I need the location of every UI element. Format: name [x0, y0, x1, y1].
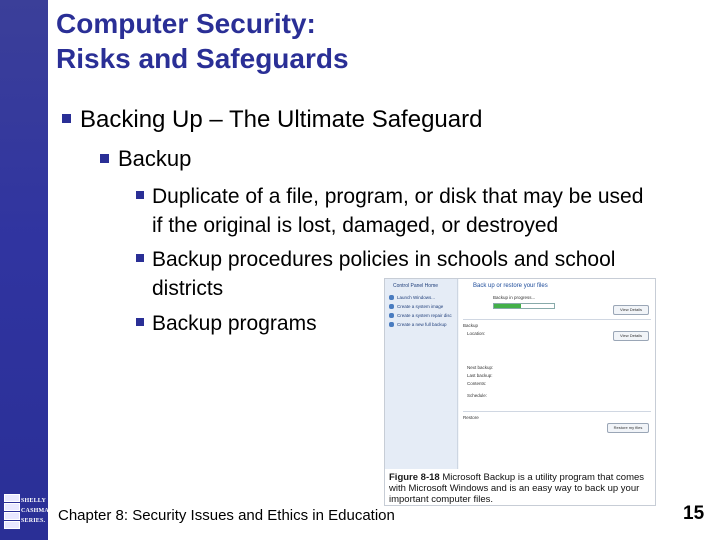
logo-line-3: SERIES.: [21, 518, 46, 524]
publisher-logo: [2, 490, 54, 538]
bullet-text: Duplicate of a file, program, or disk that may be used: [152, 185, 644, 208]
bullet-marker: [100, 154, 109, 163]
bullet-level-3-definition: [136, 182, 643, 240]
bullet-level-2: [100, 146, 191, 172]
location-label: Location:: [467, 331, 486, 336]
logo-line-2: CASHMAN: [21, 508, 54, 514]
title-line-2: Risks and Safeguards: [56, 43, 349, 74]
bullet-marker: [62, 114, 71, 123]
bullet-text-continued: if the original is lost, damaged, or destroyed: [152, 214, 559, 237]
slide-footer: Chapter 8: Security Issues and Ethics in Education: [58, 507, 395, 524]
figure-caption: [385, 469, 655, 505]
backup-section-label: Backup: [463, 323, 479, 328]
bullet-text: Backup procedures policies in schools and school: [152, 248, 616, 271]
logo-text: [21, 496, 53, 526]
bullet-text-continued: districts: [152, 277, 224, 300]
restore-files-button: Restore my files: [607, 423, 649, 433]
page-number: 15: [683, 503, 705, 524]
nav-item: Create a system repair disc: [389, 313, 452, 318]
nav-item: Create a system image: [389, 304, 443, 309]
restore-section-label: Restore: [463, 415, 479, 420]
bullet-level-3-programs: [136, 309, 317, 338]
nav-item: Create a new full backup: [389, 322, 447, 327]
figure-main-pane: [459, 279, 655, 469]
view-details-button: View Details: [613, 305, 649, 315]
backup-progress-bar: [493, 303, 555, 309]
settings-button: View Details: [613, 331, 649, 341]
backup-status: Backup in progress...: [493, 295, 536, 300]
title-line-1: Computer Security:: [56, 8, 316, 39]
left-sidebar-band: [0, 0, 54, 540]
contents-label: Contents:: [467, 381, 487, 386]
next-backup-label: Next backup:: [467, 365, 494, 370]
figure-window-title: Back up or restore your files: [473, 283, 548, 289]
figure-nav-pane: [385, 279, 458, 469]
caption-label: Figure 8-18: [389, 472, 440, 483]
caption-text: Microsoft Backup is a utility program that comes with Microsoft Windows and is an easy way to back up your important computer files.: [389, 472, 645, 505]
bullet-marker: [136, 254, 144, 262]
nav-header: Control Panel Home: [393, 283, 439, 289]
bullet-text: Backup: [118, 146, 192, 171]
backup-screenshot-figure: [384, 278, 656, 506]
bullet-level-1: [62, 106, 482, 134]
logo-line-1: SHELLY: [21, 498, 46, 504]
bullet-marker: [136, 318, 144, 326]
bullet-marker: [136, 191, 144, 199]
slide-title: [56, 6, 696, 76]
bullet-text: Backing Up – The Ultimate Safeguard: [80, 106, 483, 133]
last-backup-label: Last backup:: [467, 373, 493, 378]
bullet-text: Backup programs: [152, 312, 317, 335]
books-icon: [4, 494, 18, 528]
nav-item: Launch Windows...: [389, 295, 435, 300]
schedule-label: Schedule:: [467, 393, 488, 398]
